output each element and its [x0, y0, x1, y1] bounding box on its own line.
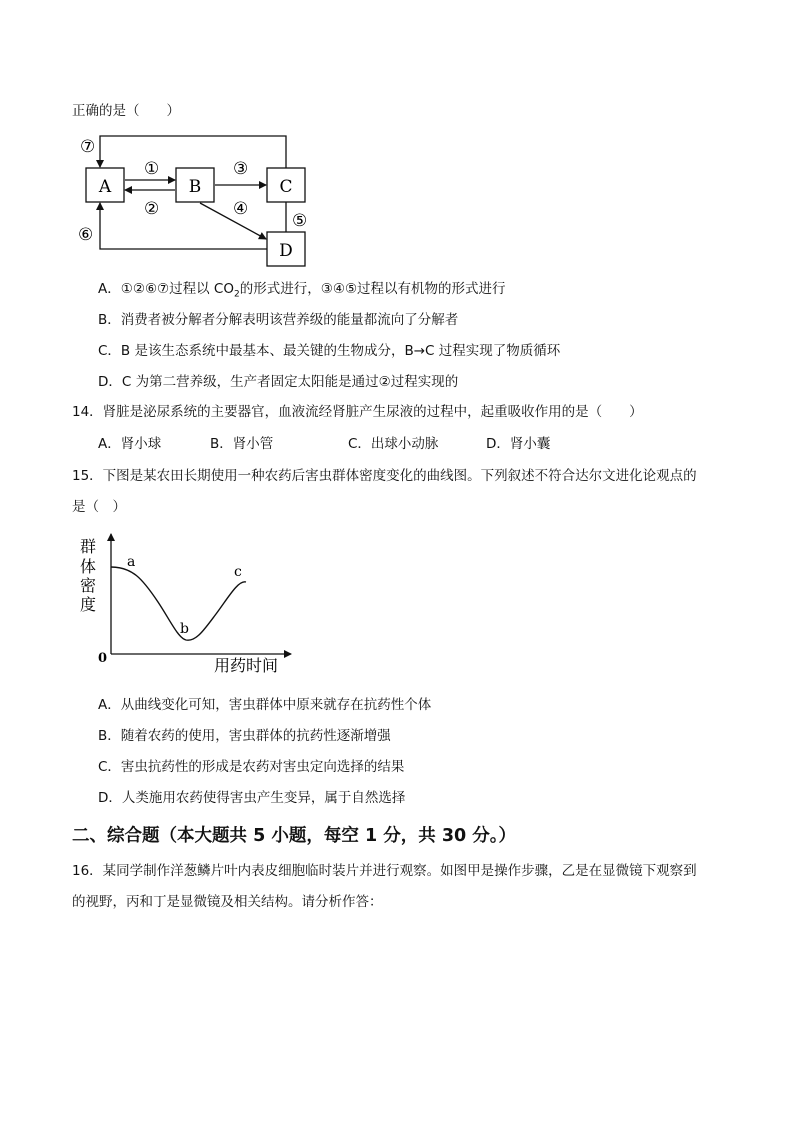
section-heading: 二、综合题（本大题共 5 小题，每空 1 分，共 30 分。）: [72, 826, 517, 846]
y-label-1: 群: [80, 537, 97, 556]
arrow-1-label: ①: [144, 159, 160, 179]
q15-option-b: B．随着农药的使用，害虫群体的抗药性逐渐增强: [98, 728, 391, 744]
y-label-4: 度: [80, 595, 97, 614]
point-a-label: a: [127, 554, 136, 570]
q14-option-d: D．肾小囊: [486, 436, 551, 452]
x-axis-label: 用药时间: [214, 656, 279, 675]
q14-stem: 14．肾脏是泌尿系统的主要器官，血液流经肾脏产生尿液的过程中，起重吸收作用的是（ ）: [72, 404, 643, 420]
arrow-5-label: ⑤: [292, 211, 308, 231]
node-A-label: A: [98, 177, 112, 197]
q15-option-a: A．从曲线变化可知，害虫群体中原来就存在抗药性个体: [98, 697, 432, 713]
density-curve: [111, 567, 246, 640]
food-web-diagram: [70, 128, 330, 268]
point-c-label: c: [234, 564, 242, 580]
q16-line2: 的视野，丙和丁是显微镜及相关结构。请分析作答：: [72, 894, 383, 910]
q16-line1: 16．某同学制作洋葱鳞片叶内表皮细胞临时装片并进行观察。如图甲是操作步骤，乙是在显微镜下观察到: [72, 863, 697, 879]
arrow-2-label: ②: [144, 199, 160, 219]
node-C-label: C: [279, 177, 293, 197]
y-label-2: 体: [80, 557, 97, 576]
origin-label: 0: [98, 651, 108, 666]
node-B-label: B: [188, 177, 202, 197]
arrow-6-label: ⑥: [78, 225, 94, 245]
arrow-4-label: ④: [233, 199, 249, 219]
population-density-chart: [70, 530, 310, 675]
q14-option-c: C．出球小动脉: [348, 436, 439, 452]
arrow-7: [100, 136, 286, 168]
q13-option-b: B．消费者被分解者分解表明该营养级的能量都流向了分解者: [98, 312, 459, 328]
y-label-3: 密: [80, 576, 97, 595]
q15-stem-line1: 15．下图是某农田长期使用一种农药后害虫群体密度变化的曲线图。下列叙述不符合达尔文进化论观点的: [72, 468, 697, 484]
point-b-label: b: [180, 621, 189, 637]
node-D-label: D: [279, 241, 293, 261]
q13-stem-tail: 正确的是（ ）: [72, 103, 180, 119]
q13-option-a: A．①②⑥⑦过程以 $CO_2$的形式进行，③④⑤过程以有机物的形式进行: [98, 281, 506, 300]
arrow-3-label: ③: [233, 159, 249, 179]
q14-option-b: B．肾小管: [210, 436, 274, 452]
q14-option-a: A．肾小球: [98, 436, 162, 452]
q15-option-d: D．人类施用农药使得害虫产生变异，属于自然选择: [98, 790, 406, 806]
arrow-7-label: ⑦: [80, 137, 96, 157]
q13-option-c: C．B 是该生态系统中最基本、最关键的生物成分，B→C 过程实现了物质循环: [98, 343, 561, 359]
q15-option-c: C．害虫抗药性的形成是农药对害虫定向选择的结果: [98, 759, 405, 775]
q13-option-d: D．C 为第二营养级，生产者固定太阳能是通过②过程实现的: [98, 374, 459, 390]
q15-stem-line2: 是（ ）: [72, 499, 126, 515]
